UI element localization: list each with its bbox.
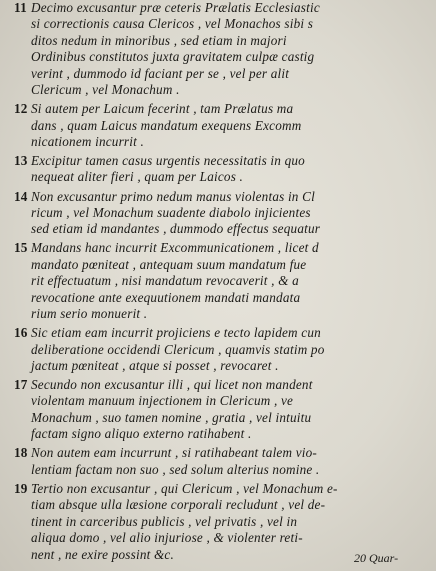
paragraph-number: 19 [14,480,28,496]
text-line: Non excusantur primo nedum manus violentas in Cl [31,188,315,204]
text-line: dans , quam Laicus mandatum exequens Excomm [31,117,302,133]
text-line: Decimo excusantur præ ceteris Prælatis Ecclesiastic [31,0,320,15]
text-line: Non autem eam incurrunt , si ratihabeant talem vio- [31,445,318,461]
text-line: mandato pœniteat , antequam suum mandatum fue [31,256,307,272]
text-line: Si autem per Laicum fecerint , tam Prælatus ma [31,101,294,117]
text-line: Secundo non excusantur illi , qui licet non mandent [31,377,313,393]
paragraph-number: 17 [14,377,28,393]
paragraph-18 [14,445,436,478]
page-text [14,0,436,566]
text-line: nicationem incurrit . [31,133,144,149]
text-line: tiam absque ulla læsione corporali recludunt , vel de- [31,497,326,513]
paragraph-number: 11 [14,0,27,15]
text-line: ricum , vel Monachum suadente diabolo injicientes [31,204,311,220]
paragraph-17 [14,377,436,443]
text-line: si correctionis causa Clericos , vel Monachos sibi s [31,16,314,32]
paragraph-number: 18 [14,445,28,461]
paragraph-number: 16 [14,325,28,341]
text-line: nequeat aliter fieri , quam per Laicos . [31,169,244,185]
text-line: Excipitur tamen casus urgentis necessitatis in quo [31,153,305,169]
text-line: Sic etiam eam incurrit projiciens e tecto lapidem cun [31,325,321,341]
text-line: verint , dummodo id faciant per se , vel per alit [31,65,290,81]
paragraph-number: 14 [14,188,28,204]
text-line: revocatione ante exequutionem mandati mandata [31,289,301,305]
paragraph-12 [14,101,436,150]
text-line: Ordinibus constitutos juxta gravitatem culpæ castig [31,49,315,65]
text-line: lentiam factam non suo , sed solum alterius nomine . [31,461,320,477]
text-line: Mandans hanc incurrit Excommunicationem , licet d [31,240,319,256]
paragraph-number: 13 [14,153,28,169]
paragraph-15 [14,240,436,322]
text-line: rit effectuatum , nisi mandatum revocaverit , & a [31,273,299,289]
text-line: deliberatione occidendi Clericum , quamvis statim po [31,341,325,357]
text-line: tinent in carceribus publicis , vel privatis , vel in [31,513,298,529]
text-line: nent , ne exire possint &c. [31,546,174,562]
text-line: rium serio monuerit . [31,306,148,322]
text-line: violentam manuum injectionem in Clericum , ve [31,393,294,409]
paragraph-14 [14,189,436,238]
text-line: sed etiam id mandantes , dummodo effectus sequatur [31,221,321,237]
paragraph-number: 12 [14,101,28,117]
text-line: Monachum , suo tamen nomine , gratia , vel intuitu [31,409,312,425]
text-line: aliqua domo , vel alio injuriose , & violenter reti- [31,530,303,546]
paragraph-number: 15 [14,240,28,256]
text-line: ditos nedum in minoribus , sed etiam in majori [31,32,287,48]
text-line: Clericum , vel Monachum . [31,82,180,98]
text-line: Tertio non excusantur , qui Clericum , vel Monachum e- [31,480,338,496]
paragraph-13 [14,153,436,186]
catchword: 20 Quar- [354,551,399,565]
paragraph-11 [14,0,436,98]
text-line: factam signo aliquo externo ratihabent . [31,426,252,442]
text-line: jactum pœniteat , atque si posset , revocaret . [31,357,279,373]
paragraph-16 [14,325,436,374]
